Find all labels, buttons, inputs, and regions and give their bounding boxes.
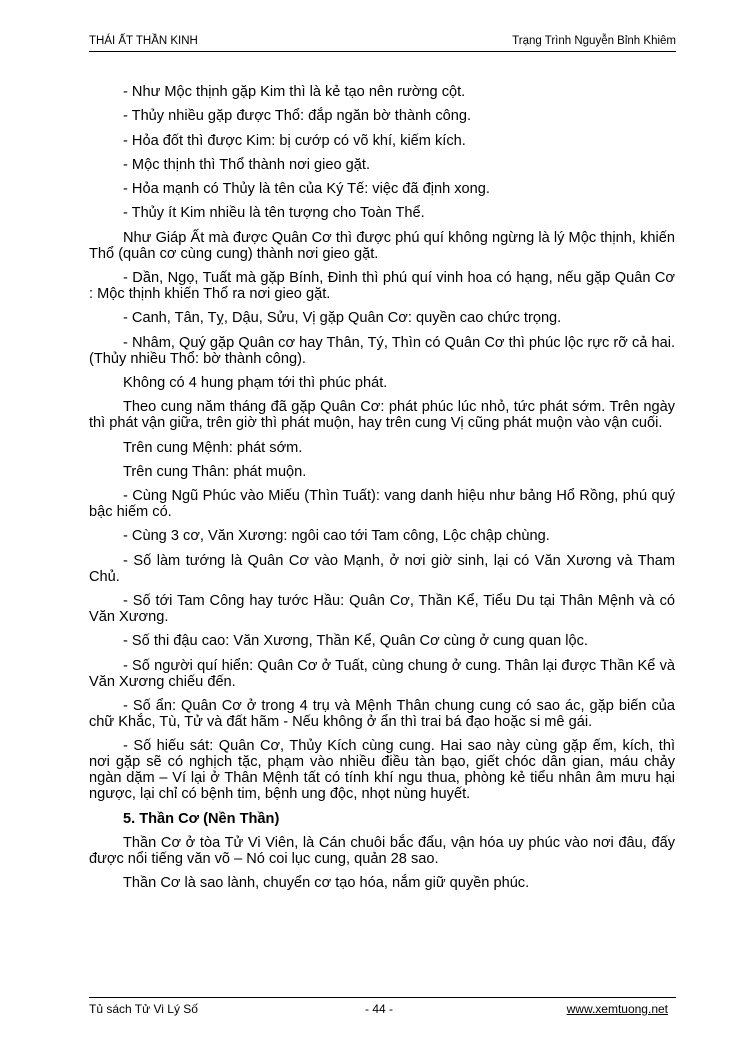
page-header [89,27,676,52]
paragraph: Không có 4 hung phạm tới thì phúc phát. [123,374,388,391]
paragraph: Thần Cơ ở tòa Tử Vi Viên, là Cán chuôi bắc đẩu, vận hóa uy phúc vào nơi đâu, đấy được nổi tiếng văn võ – Nó coi lục cung, quản 28 sao. [89,834,675,867]
paragraph: Như Giáp Ất mà được Quân Cơ thì được phú quí không ngừng là lý Mộc thịnh, khiến Thổ (quân cơ cùng cung) thành nơi gieo gặt. [89,229,675,262]
page-content [89,84,675,899]
header-author: Trạng Trình Nguyễn Bỉnh Khiêm [512,35,676,47]
paragraph: - Thủy nhiều gặp được Thổ: đắp ngăn bờ thành công. [123,108,472,125]
paragraph: - Số người quí hiển: Quân Cơ ở Tuất, cùng chung ở cung. Thân lại được Thần Kể và Văn Xương chiếu đến. [89,657,675,690]
paragraph: - Nhâm, Quý gặp Quân cơ hay Thân, Tý, Thìn có Quân Cơ thì phúc lộc rực rỡ cả hai. (Thủy nhiều Thổ: bờ thành công). [89,334,675,367]
page-footer [89,997,676,1022]
paragraph: Trên cung Thân: phát muộn. [123,463,307,480]
paragraph: Thần Cơ là sao lành, chuyển cơ tạo hóa, nắm giữ quyền phúc. [123,875,530,892]
footer-collection: Tủ sách Tử Vi Lý Số [89,1002,198,1016]
paragraph: - Canh, Tân, Tỵ, Dậu, Sửu, Vị gặp Quân Cơ: quyền cao chức trọng. [123,310,562,327]
paragraph: - Số hiếu sát: Quân Cơ, Thủy Kích cùng cung. Hai sao này cùng gặp ếm, kích, thì nơi gặp sẽ có nghịch tặc, phạm vào nhiều điều tàn bạo, giết chóc dân gian, máu chảy ngàn dặm – Ví lại ở Thân Mệnh tất có tính khí ngu thua, phòng kẻ tiểu nhân âm mưu hại ngược, lại chỉ có bệnh tim, bệnh ung độc, nhọt nùng huyết. [89,738,675,803]
paragraph: - Số thi đậu cao: Văn Xương, Thần Kể, Quân Cơ cùng ở cung quan lộc. [123,633,588,650]
paragraph: Trên cung Mệnh: phát sớm. [123,439,303,456]
paragraph: - Mộc thịnh thì Thổ thành nơi gieo gặt. [123,156,371,173]
footer-website-link[interactable]: www.xemtuong.net [566,1002,668,1016]
paragraph: - Hỏa đốt thì được Kim: bị cướp có võ khí, kiếm kích. [123,132,466,149]
paragraph: - Số tới Tam Công hay tước Hầu: Quân Cơ, Thần Kể, Tiểu Du tại Thân Mệnh và có Văn Xương. [89,593,675,626]
paragraph: - Số làm tướng là Quân Cơ vào Mạnh, ở nơi giờ sinh, lại có Văn Xương và Tham Chủ. [89,552,675,585]
paragraph: - Hỏa mạnh có Thủy là tên của Ký Tế: việc đã định xong. [123,181,490,198]
paragraph: - Thủy ít Kim nhiều là tên tượng cho Toàn Thể. [123,205,425,222]
page-number: - 44 - [365,1002,394,1016]
header-book-title: THÁI ẤT THẦN KINH [89,35,198,47]
section-heading: 5. Thần Cơ (Nền Thần) [123,810,280,827]
paragraph: Theo cung năm tháng đã gặp Quân Cơ: phát phúc lúc nhỏ, tức phát sớm. Trên ngày thì phát vận giữa, trên giờ thì phát muộn, hay trên cung Vị cũng phát muộn vào vận cuối. [89,399,675,432]
paragraph: - Cùng 3 cơ, Văn Xương: ngôi cao tới Tam công, Lộc chập chùng. [123,528,550,545]
paragraph: - Dần, Ngọ, Tuất mà gặp Bính, Đinh thì phú quí vinh hoa có hạng, nếu gặp Quân Cơ : Mộc thịnh khiến Thổ ra nơi gieo gặt. [89,270,675,303]
paragraph: - Như Mộc thịnh gặp Kim thì là kẻ tạo nên rường cột. [123,84,466,100]
paragraph: - Số ẩn: Quân Cơ ở trong 4 trụ và Mệnh Thân chung cung có sao ác, gặp biến của chữ Khắc, Tù, Tử và đất hãm - Nếu không ở ẩn thì trai bá đạo hoặc si mê gái. [89,697,675,730]
paragraph: - Cùng Ngũ Phúc vào Miếu (Thìn Tuất): vang danh hiệu như bảng Hổ Rồng, phú quý bậc hiếm có. [89,488,675,521]
